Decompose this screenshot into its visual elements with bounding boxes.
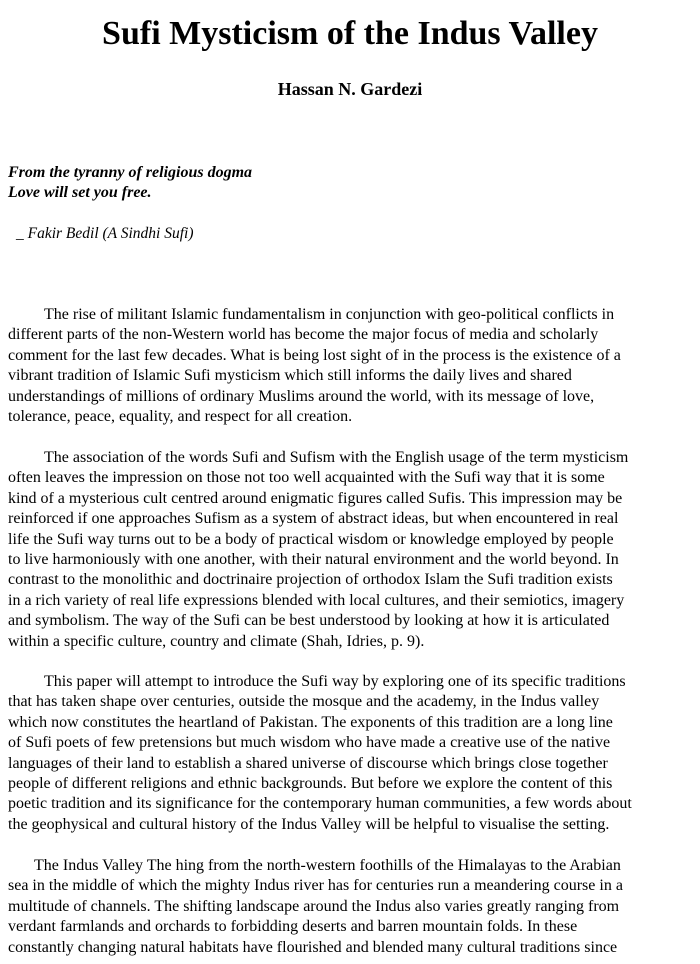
paragraph-line: reinforced if one approaches Sufism as a system of abstract ideas, but when encountered in real [8, 510, 619, 528]
paragraph-line: tolerance, peace, equality, and respect for all creation. [8, 408, 353, 426]
paragraph-line: kind of a mysterious cult centred around enigmatic figures called Sufis. This impression may be [8, 489, 623, 507]
paragraph-line: life the Sufi way turns out to be a body of practical wisdom or knowledge employed by people [8, 530, 614, 548]
paragraph-line: sea in the middle of which the mighty Indus river has for centuries run a meandering course in a [8, 877, 623, 895]
paragraph-line: of Sufi poets of few pretensions but much wisdom who have made a creative use of the native [8, 734, 611, 752]
epigraph [8, 163, 408, 203]
epigraph-line: Love will set you free. [8, 184, 152, 201]
epigraph-line: From the tyranny of religious dogma [8, 164, 253, 181]
paragraph-line: understandings of millions of ordinary Muslims around the world, with its message of love, [8, 387, 595, 405]
paragraph-1 [8, 305, 692, 427]
paragraph-line: to live harmoniously with one another, with their natural environment and the world beyond. In [8, 551, 619, 569]
paragraph-line: The association of the words Sufi and Sufism with the English usage of the term mysticism [44, 449, 629, 466]
paragraph-line: in a rich variety of real life expressions blended with local cultures, and their semiotics, imagery [8, 591, 625, 609]
document-author: Hassan N. Gardezi [277, 79, 423, 99]
paragraph-line: constantly changing natural habitats have flourished and blended many cultural traditions since [8, 938, 618, 956]
paragraph-line: which now constitutes the heartland of Pakistan. The exponents of this tradition are a long line [8, 713, 613, 731]
paragraph-line: different parts of the non-Western world has become the major focus of media and scholarly [8, 326, 599, 344]
paragraph-2 [8, 448, 692, 652]
paragraph-line: comment for the last few decades. What is being lost sight of in the process is the existence of a [8, 346, 621, 364]
epigraph-attribution: _ Fakir Bedil (A Sindhi Sufi) [16, 225, 194, 242]
paragraph-line: poetic tradition and its significance for the contemporary human communities, a few words about [8, 795, 632, 813]
paragraph-line: that has taken shape over centuries, outside the mosque and the academy, in the Indus valley [8, 693, 600, 711]
paragraph-line: contrast to the monolithic and doctrinaire projection of orthodox Islam the Sufi tradition exists [8, 571, 613, 589]
paragraph-line: often leaves the impression on those not too well acquainted with the Sufi way that it is some [8, 469, 605, 487]
paragraph-4 [8, 856, 692, 958]
document-title: Sufi Mysticism of the Indus Valley [102, 15, 598, 52]
paragraph-line: multitude of channels. The shifting landscape around the Indus also varies greatly ranging from [8, 897, 620, 915]
paragraph-line: people of different religions and ethnic backgrounds. But before we explore the content of this [8, 775, 613, 793]
paragraph-line: the geophysical and cultural history of the Indus Valley will be helpful to visualise the setting. [8, 815, 610, 833]
paragraph-line: vibrant tradition of Islamic Sufi mysticism which still informs the daily lives and shared [8, 367, 572, 385]
paragraph-line: This paper will attempt to introduce the Sufi way by exploring one of its specific traditions [44, 673, 626, 690]
paragraph-line: verdant farmlands and orchards to forbidding deserts and barren mountain folds. In these [8, 918, 578, 936]
paragraph-line: The rise of militant Islamic fundamentalism in conjunction with geo-political conflicts in [44, 306, 615, 323]
paragraph-line: The Indus Valley The hing from the north-western foothills of the Himalayas to the Arabian [34, 857, 621, 874]
paragraph-line: within a specific culture, country and climate (Shah, Idries, p. 9). [8, 632, 425, 650]
paragraph-line: languages of their land to establish a shared universe of discourse which brings close together [8, 754, 608, 772]
paragraph-3 [8, 672, 692, 835]
paragraph-line: and symbolism. The way of the Sufi can be best understood by looking at how it is articulated [8, 612, 610, 630]
